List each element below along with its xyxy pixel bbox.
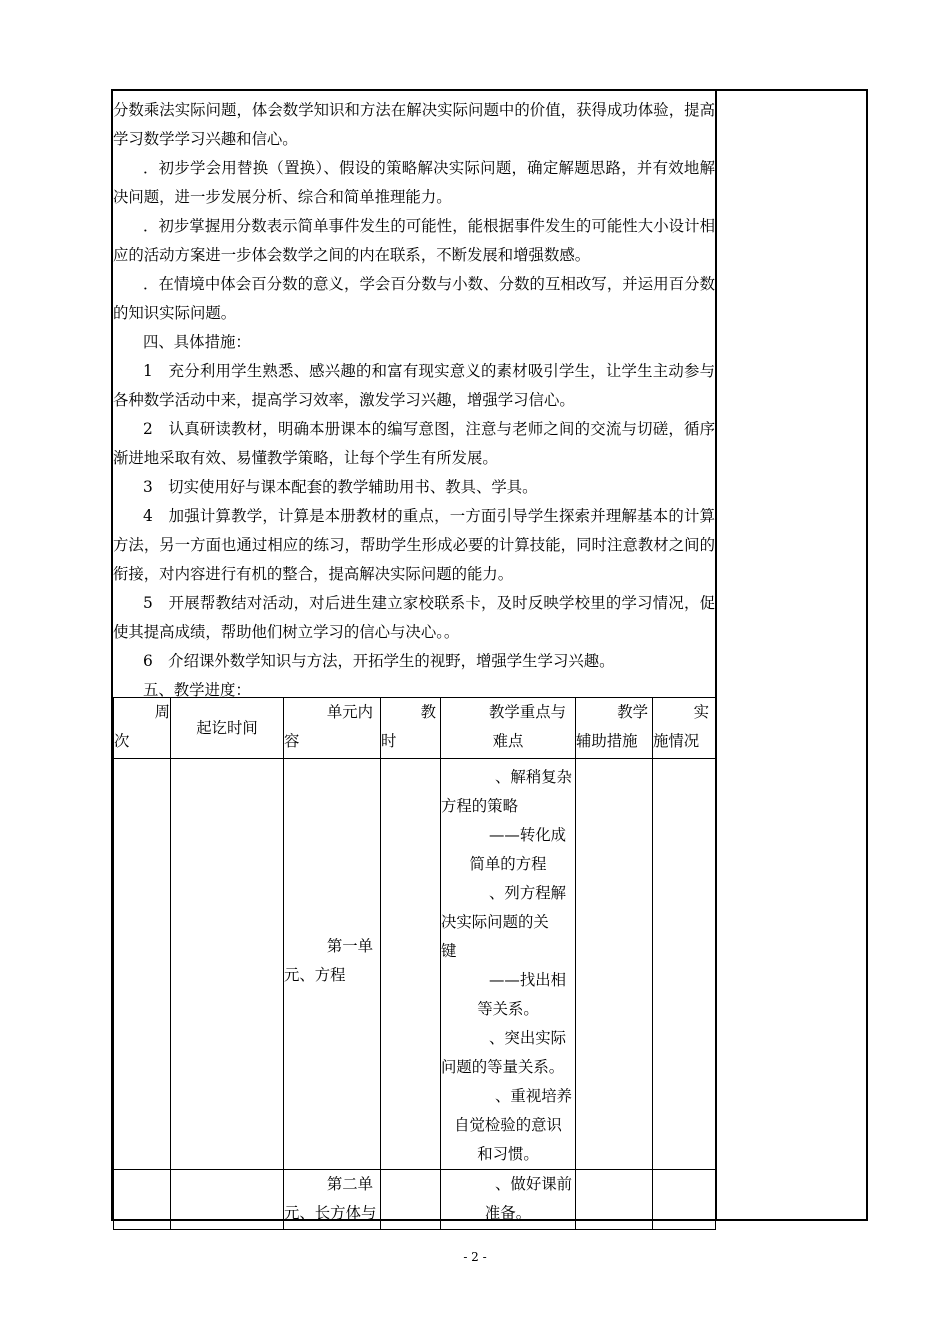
cell-teaching-aids <box>576 1170 653 1230</box>
paragraph: 5 开展帮教结对活动，对后进生建立家校联系卡，及时反映学校里的学习情况，促使其提高成绩，帮助他们树立学习的信心与决心。。 <box>113 594 715 641</box>
section-heading: 五、教学进度： <box>143 681 251 699</box>
cell-week <box>114 1170 171 1230</box>
cell-unit: 第一单 元、方程 <box>284 759 381 1170</box>
paragraph: 1 充分利用学生熟悉、感兴趣的和富有现实意义的素材吸引学生，让学生主动参与各种数学活动中来，提高学习效率，激发学习兴趣，增强学习信心。 <box>113 362 715 409</box>
paragraph: ．初步学会用替换（置换）、假设的策略解决实际问题，确定解题思路，并有效地解决问题，进一步发展分析、综合和简单推理能力。 <box>113 159 715 206</box>
section-heading: 四、具体措施： <box>143 333 251 351</box>
plan-text <box>113 96 715 705</box>
cell-unit: 第二单 元、长方体与 <box>284 1170 381 1230</box>
paragraph: 6 介绍课外数学知识与方法，开拓学生的视野，增强学生学习兴趣。 <box>143 652 615 670</box>
cell-key-points: 、解稍复杂 方程的策略 ——转化成 简单的方程 、列方程解 决实际问题的关 键 ——找出相 等关系。 、突出实际 问题的等量关系。 、重视培养 自觉检验的意识 和习惯。 <box>441 759 576 1170</box>
page-number: - 2 - <box>463 1250 487 1264</box>
paragraph: ．在情境中体会百分数的意义，学会百分数与小数、分数的互相改写，并运用百分数的知识实际问题。 <box>113 275 715 322</box>
cell-key-points: 、做好课前 准备。 <box>441 1170 576 1230</box>
paragraph: 2 认真研读教材，明确本册课本的编写意图，注意与老师之间的交流与切磋，循序渐进地采取有效、易懂教学策略，让每个学生有所发展。 <box>113 420 715 467</box>
cell-period <box>171 1170 284 1230</box>
paragraph: 分数乘法实际问题，体会数学知识和方法在解决实际问题中的价值，获得成功体验，提高学习数学学习兴趣和信心。 <box>113 101 715 148</box>
header-teaching-aids: 教学 辅助措施 <box>576 698 653 759</box>
header-hours: 教 时 <box>381 698 441 759</box>
paragraph: ．初步掌握用分数表示简单事件发生的可能性，能根据事件发生的可能性大小设计相应的活动方案进一步体会数学之间的内在联系，不断发展和增强数感。 <box>113 217 715 264</box>
header-implementation: 实 施情况 <box>653 698 716 759</box>
header-period: 起讫时间 <box>171 698 284 759</box>
header-week: 周 次 <box>114 698 171 759</box>
header-key-points: 教学重点与 难点 <box>441 698 576 759</box>
cell-implementation <box>653 759 716 1170</box>
header-unit: 单元内 容 <box>284 698 381 759</box>
cell-hours <box>381 759 441 1170</box>
schedule-table <box>113 697 716 1230</box>
cell-period <box>171 759 284 1170</box>
cell-hours <box>381 1170 441 1230</box>
paragraph: 3 切实使用好与课本配套的教学辅助用书、教具、学具。 <box>143 478 538 496</box>
table-row <box>114 1170 716 1230</box>
table-row <box>114 759 716 1170</box>
cell-implementation <box>653 1170 716 1230</box>
cell-teaching-aids <box>576 759 653 1170</box>
cell-week <box>114 759 171 1170</box>
table-header-row <box>114 698 716 759</box>
paragraph: 4 加强计算教学，计算是本册教材的重点，一方面引导学生探索并理解基本的计算方法，另一方面也通过相应的练习，帮助学生形成必要的计算技能，同时注意教材之间的衔接，对内容进行有机的整合，提高解决实际问题的能力。 <box>113 507 715 583</box>
